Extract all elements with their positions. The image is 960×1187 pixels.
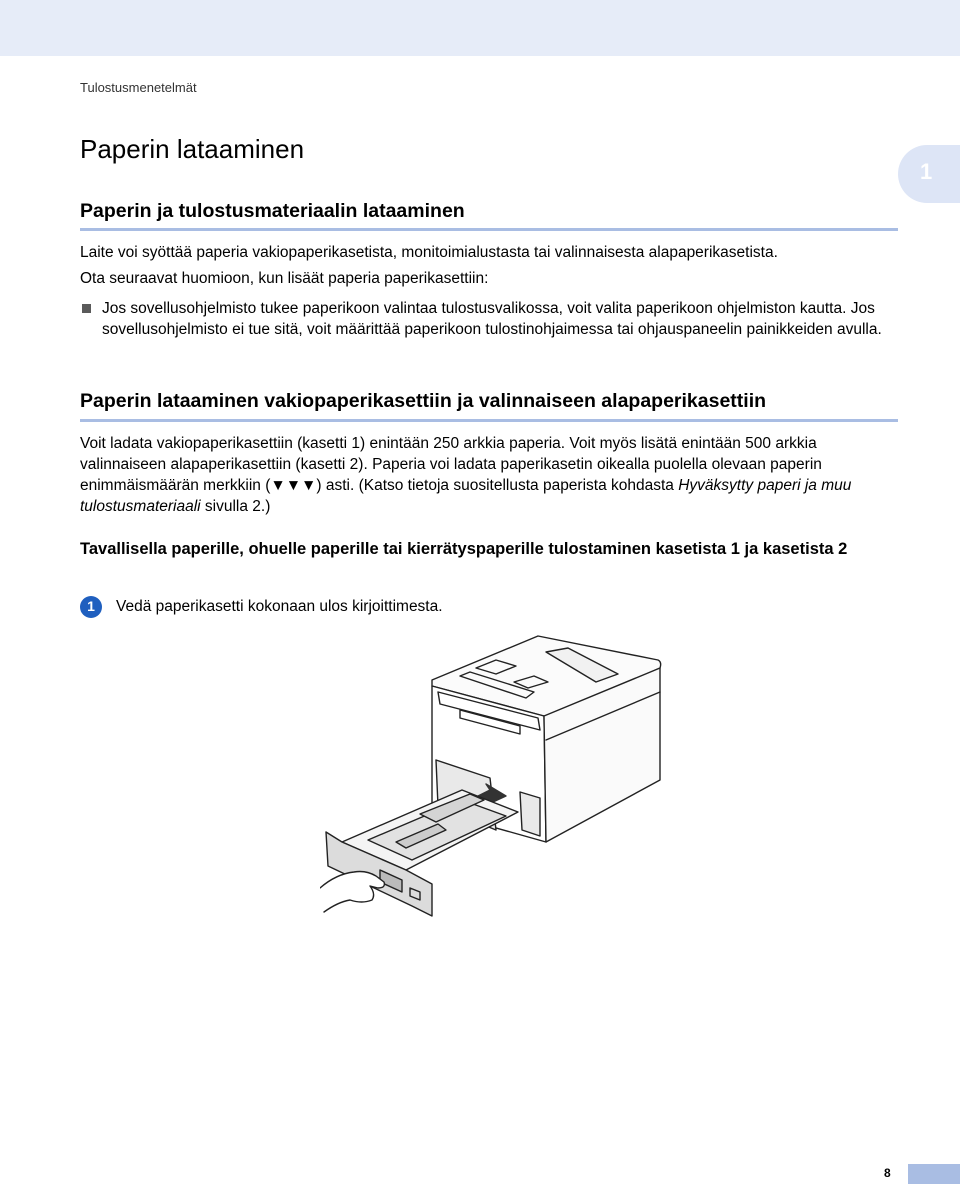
paragraph-text: Voit ladata vakiopaperikasettiin (kasetti 1) enintään 250 arkkia paperia. Voit myös lisätä enintään 500 arkkia valinnaiseen alapaperikasettiin (kasetti 2). Paperia voi ladata paperikasetin oikealla puolella olevaan paperin enimmäismäärän merkkiin (▼▼▼) asti. (Katso tietoja suositellusta paperista kohdasta bbox=[80, 435, 822, 494]
subsection-heading: Tavallisella paperille, ohuelle paperille tai kierrätyspaperille tulostaminen kasetista 1 ja kasetista 2 bbox=[80, 540, 848, 558]
tray-capacity-paragraph bbox=[80, 433, 900, 517]
step-number: 1 bbox=[87, 598, 95, 614]
cross-reference-link[interactable]: Hyväksytty paperi ja muu tulostusmateriaali bbox=[80, 477, 852, 515]
chapter-tab bbox=[898, 145, 960, 203]
step-text: Vedä paperikasetti kokonaan ulos kirjoittimesta. bbox=[116, 598, 443, 615]
page-title: Paperin lataaminen bbox=[80, 134, 305, 164]
printer-tray-illustration bbox=[320, 630, 665, 920]
paragraph-text-end: sivulla 2.) bbox=[200, 498, 271, 515]
hand-illustration bbox=[320, 872, 384, 913]
square-bullet-icon bbox=[82, 304, 91, 313]
running-header: Tulostusmenetelmät bbox=[80, 80, 197, 95]
section-heading-standard-tray: Paperin lataaminen vakiopaperikasettiin ja valinnaiseen alapaperikasettiin bbox=[80, 390, 767, 412]
intro-paragraph: Laite voi syöttää paperia vakiopaperikasetista, monitoimialustasta tai valinnaisesta alapaperikasetista. bbox=[80, 244, 778, 261]
page-number: 8 bbox=[884, 1166, 891, 1180]
heading-rule bbox=[80, 228, 898, 231]
step-number-badge bbox=[80, 596, 102, 618]
notes-intro-paragraph: Ota seuraavat huomioon, kun lisäät paperia paperikasettiin: bbox=[80, 270, 489, 287]
top-band bbox=[0, 0, 960, 56]
chapter-number: 1 bbox=[920, 159, 933, 184]
page-tab bbox=[908, 1164, 960, 1184]
tray-opening-right bbox=[520, 792, 540, 836]
section-heading-loading: Paperin ja tulostusmateriaalin lataaminen bbox=[80, 200, 465, 222]
bullet-text: Jos sovellusohjelmisto tukee paperikoon valintaa tulostusvalikossa, voit valita paperikoon ohjelmiston kautta. Jos sovellusohjelmisto ei tue sitä, voit määrittää paperikoon tulostinohjaimessa tai ohjauspaneelin painikkeiden avulla. bbox=[102, 300, 882, 338]
heading-rule bbox=[80, 419, 898, 422]
